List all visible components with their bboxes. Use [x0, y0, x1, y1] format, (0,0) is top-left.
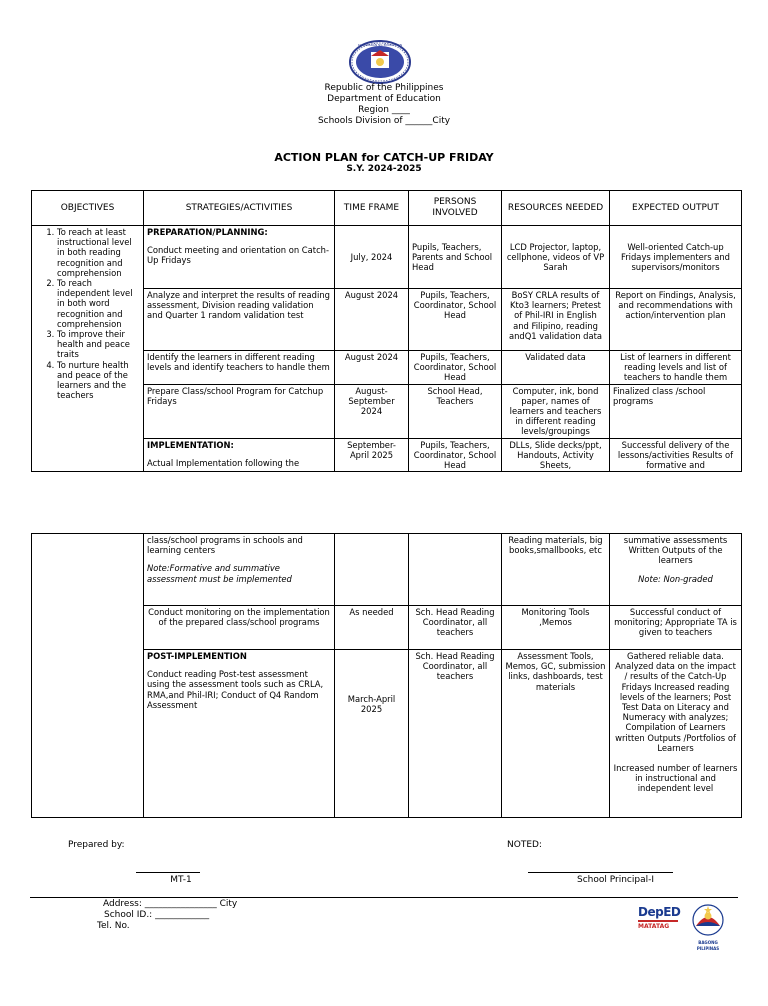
header-persons: PERSONS INVOLVED [409, 191, 502, 226]
matatag-text: MATATAG [638, 923, 670, 930]
phase-heading-implementation: IMPLEMENTATION: [147, 439, 234, 450]
page-title: ACTION PLAN for CATCH-UP FRIDAY [274, 151, 494, 164]
objective-item: 4. To nurture health and peace of the learners and the teachers [57, 360, 140, 401]
header-expected-output: EXPECTED OUTPUT [610, 191, 742, 226]
persons-involved: Sch. Head Reading Coordinator, all teachers [409, 606, 502, 650]
persons-involved: Pupils, Teachers, Coordinator, School Head [409, 289, 502, 351]
strategy-text: Identify the learners in different reading levels and identify teachers to handle them [144, 351, 335, 385]
header-resources: RESOURCES NEEDED [502, 191, 610, 226]
time-frame [335, 534, 409, 606]
strategy-text: Conduct meeting and orientation on Catch-Up Fridays [147, 245, 330, 266]
persons-involved: Pupils, Teachers, Coordinator, School Head [409, 351, 502, 385]
action-plan-table-page1 [31, 190, 742, 472]
bagong-pilipinas-text: BAGONG PILIPINAS [696, 940, 720, 951]
objective-item: 2. To reach independent level in both word recognition and comprehension [57, 278, 140, 329]
table-row [32, 534, 742, 606]
expected-output: List of learners in different reading levels and list of teachers to handle them [610, 351, 742, 385]
persons-involved [409, 534, 502, 606]
header-objectives: OBJECTIVES [32, 191, 144, 226]
resources: Computer, ink, bond paper, names of learners and teachers in different reading levels/groupings [502, 384, 610, 438]
bagong-pilipinas-logo [688, 904, 728, 951]
persons-involved: Pupils, Teachers, Coordinator, School Head [409, 438, 502, 472]
objective-item: 3. To improve their health and peace traits [57, 329, 140, 360]
objectives-cell [32, 226, 144, 472]
phase-heading-post: POST-IMPLEMENTION [147, 651, 247, 661]
expected-output: Successful delivery of the lessons/activities Results of formative and [610, 438, 742, 472]
deped-matatag-logo [638, 905, 680, 943]
prepared-role: MT-1 [170, 875, 192, 885]
time-frame: August 2024 [335, 289, 409, 351]
expected-output: summative assessments Written Outputs of the learners [623, 535, 728, 566]
time-frame: March-April 2025 [335, 650, 409, 818]
output-note: Note: Non-graded [638, 573, 713, 584]
strategy-text: class/school programs in schools and learning centers [147, 535, 303, 556]
resources: Monitoring Tools ,Memos [502, 606, 610, 650]
seal-lettering: KAGAWARAN NG EDUKASYON [357, 43, 403, 47]
expected-output-2: Increased number of learners in instructional and independent level [613, 763, 738, 794]
action-plan-table-page2 [31, 533, 742, 818]
header-region: Region ____ [358, 105, 410, 115]
time-frame: July, 2024 [335, 226, 409, 289]
resources: Assessment Tools, Memos, GC, submission links, dashboards, test materials [502, 650, 610, 818]
header-strategies: STRATEGIES/ACTIVITIES [144, 191, 335, 226]
expected-output: Report on Findings, Analysis, and recommendations with action/intervention plan [610, 289, 742, 351]
school-year: S.Y. 2024-2025 [346, 164, 422, 174]
resources: Validated data [502, 351, 610, 385]
strategy-text: Actual Implementation following the [147, 457, 300, 468]
noted-label: NOTED: [507, 840, 542, 850]
strategy-note: Note:Formative and summative assessment must be implemented [147, 563, 292, 584]
objectives-cell-empty [32, 534, 144, 818]
expected-output: Finalized class /school programs [610, 384, 742, 438]
bagong-pilipinas-emblem-icon [688, 904, 728, 936]
expected-output: Successful conduct of monitoring; Appropriate TA is given to teachers [610, 606, 742, 650]
prepared-signature-line [136, 872, 200, 873]
resources: LCD Projector, laptop, cellphone, videos of VP Sarah [502, 226, 610, 289]
prepared-by-label: Prepared by: [68, 840, 125, 850]
header-republic: Republic of the Philippines [324, 83, 444, 93]
persons-involved: Pupils, Teachers, Parents and School Head [409, 226, 502, 289]
noted-role: School Principal-I [577, 875, 654, 885]
resources: DLLs, Slide decks/ppt, Handouts, Activity Sheets, [502, 438, 610, 472]
phase-heading-planning: PREPARATION/PLANNING: [147, 227, 268, 237]
deped-logo-text: DepED [638, 905, 681, 919]
strategy-text: Analyze and interpret the results of reading assessment, Division reading validation and Quarter 1 random validation test [144, 289, 335, 351]
header-department: Department of Education [327, 94, 441, 104]
strategy-text: Conduct monitoring on the implementation of the prepared class/school programs [144, 606, 335, 650]
deped-seal [349, 40, 411, 84]
footer-school-id: School ID.: ____________ [104, 910, 210, 920]
expected-output: Well-oriented Catch-up Fridays implementers and supervisors/monitors [610, 226, 742, 289]
objective-item: 1. To reach at least instructional level in both reading recognition and comprehension [57, 227, 140, 278]
time-frame: September- April 2025 [335, 438, 409, 472]
resources: BoSY CRLA results of Kto3 learners; Pretest of Phil-IRI in English and Filipino, reading andQ1 validation data [502, 289, 610, 351]
resources: Reading materials, big books,smallbooks, etc [502, 534, 610, 606]
header-time-frame: TIME FRAME [335, 191, 409, 226]
footer-divider [30, 897, 738, 898]
header-division: Schools Division of ______City [317, 116, 451, 126]
expected-output: Gathered reliable data. Analyzed data on the impact / results of the Catch-Up Fridays Increased reading levels of the learners; Post Test Data on Literacy and Numeracy with analyzes; Compilation of Learners written Outputs /Portfolios of Learners [615, 651, 736, 753]
persons-involved: School Head, Teachers [409, 384, 502, 438]
time-frame: August 2024 [335, 351, 409, 385]
strategy-text: Prepare Class/school Program for Catchup Fridays [144, 384, 335, 438]
strategy-text: Conduct reading Post-test assessment using the assessment tools such as CRLA, RMA,and Phil-IRI; Conduct of Q4 Random Assessment [147, 669, 324, 710]
table-row [32, 226, 742, 289]
footer-address: Address: ________________ City [103, 899, 238, 909]
persons-involved: Sch. Head Reading Coordinator, all teachers [409, 650, 502, 818]
logo-bar [638, 920, 678, 922]
footer-tel: Tel. No. [97, 921, 130, 931]
time-frame: August- September 2024 [335, 384, 409, 438]
time-frame: As needed [335, 606, 409, 650]
noted-signature-line [528, 872, 673, 873]
